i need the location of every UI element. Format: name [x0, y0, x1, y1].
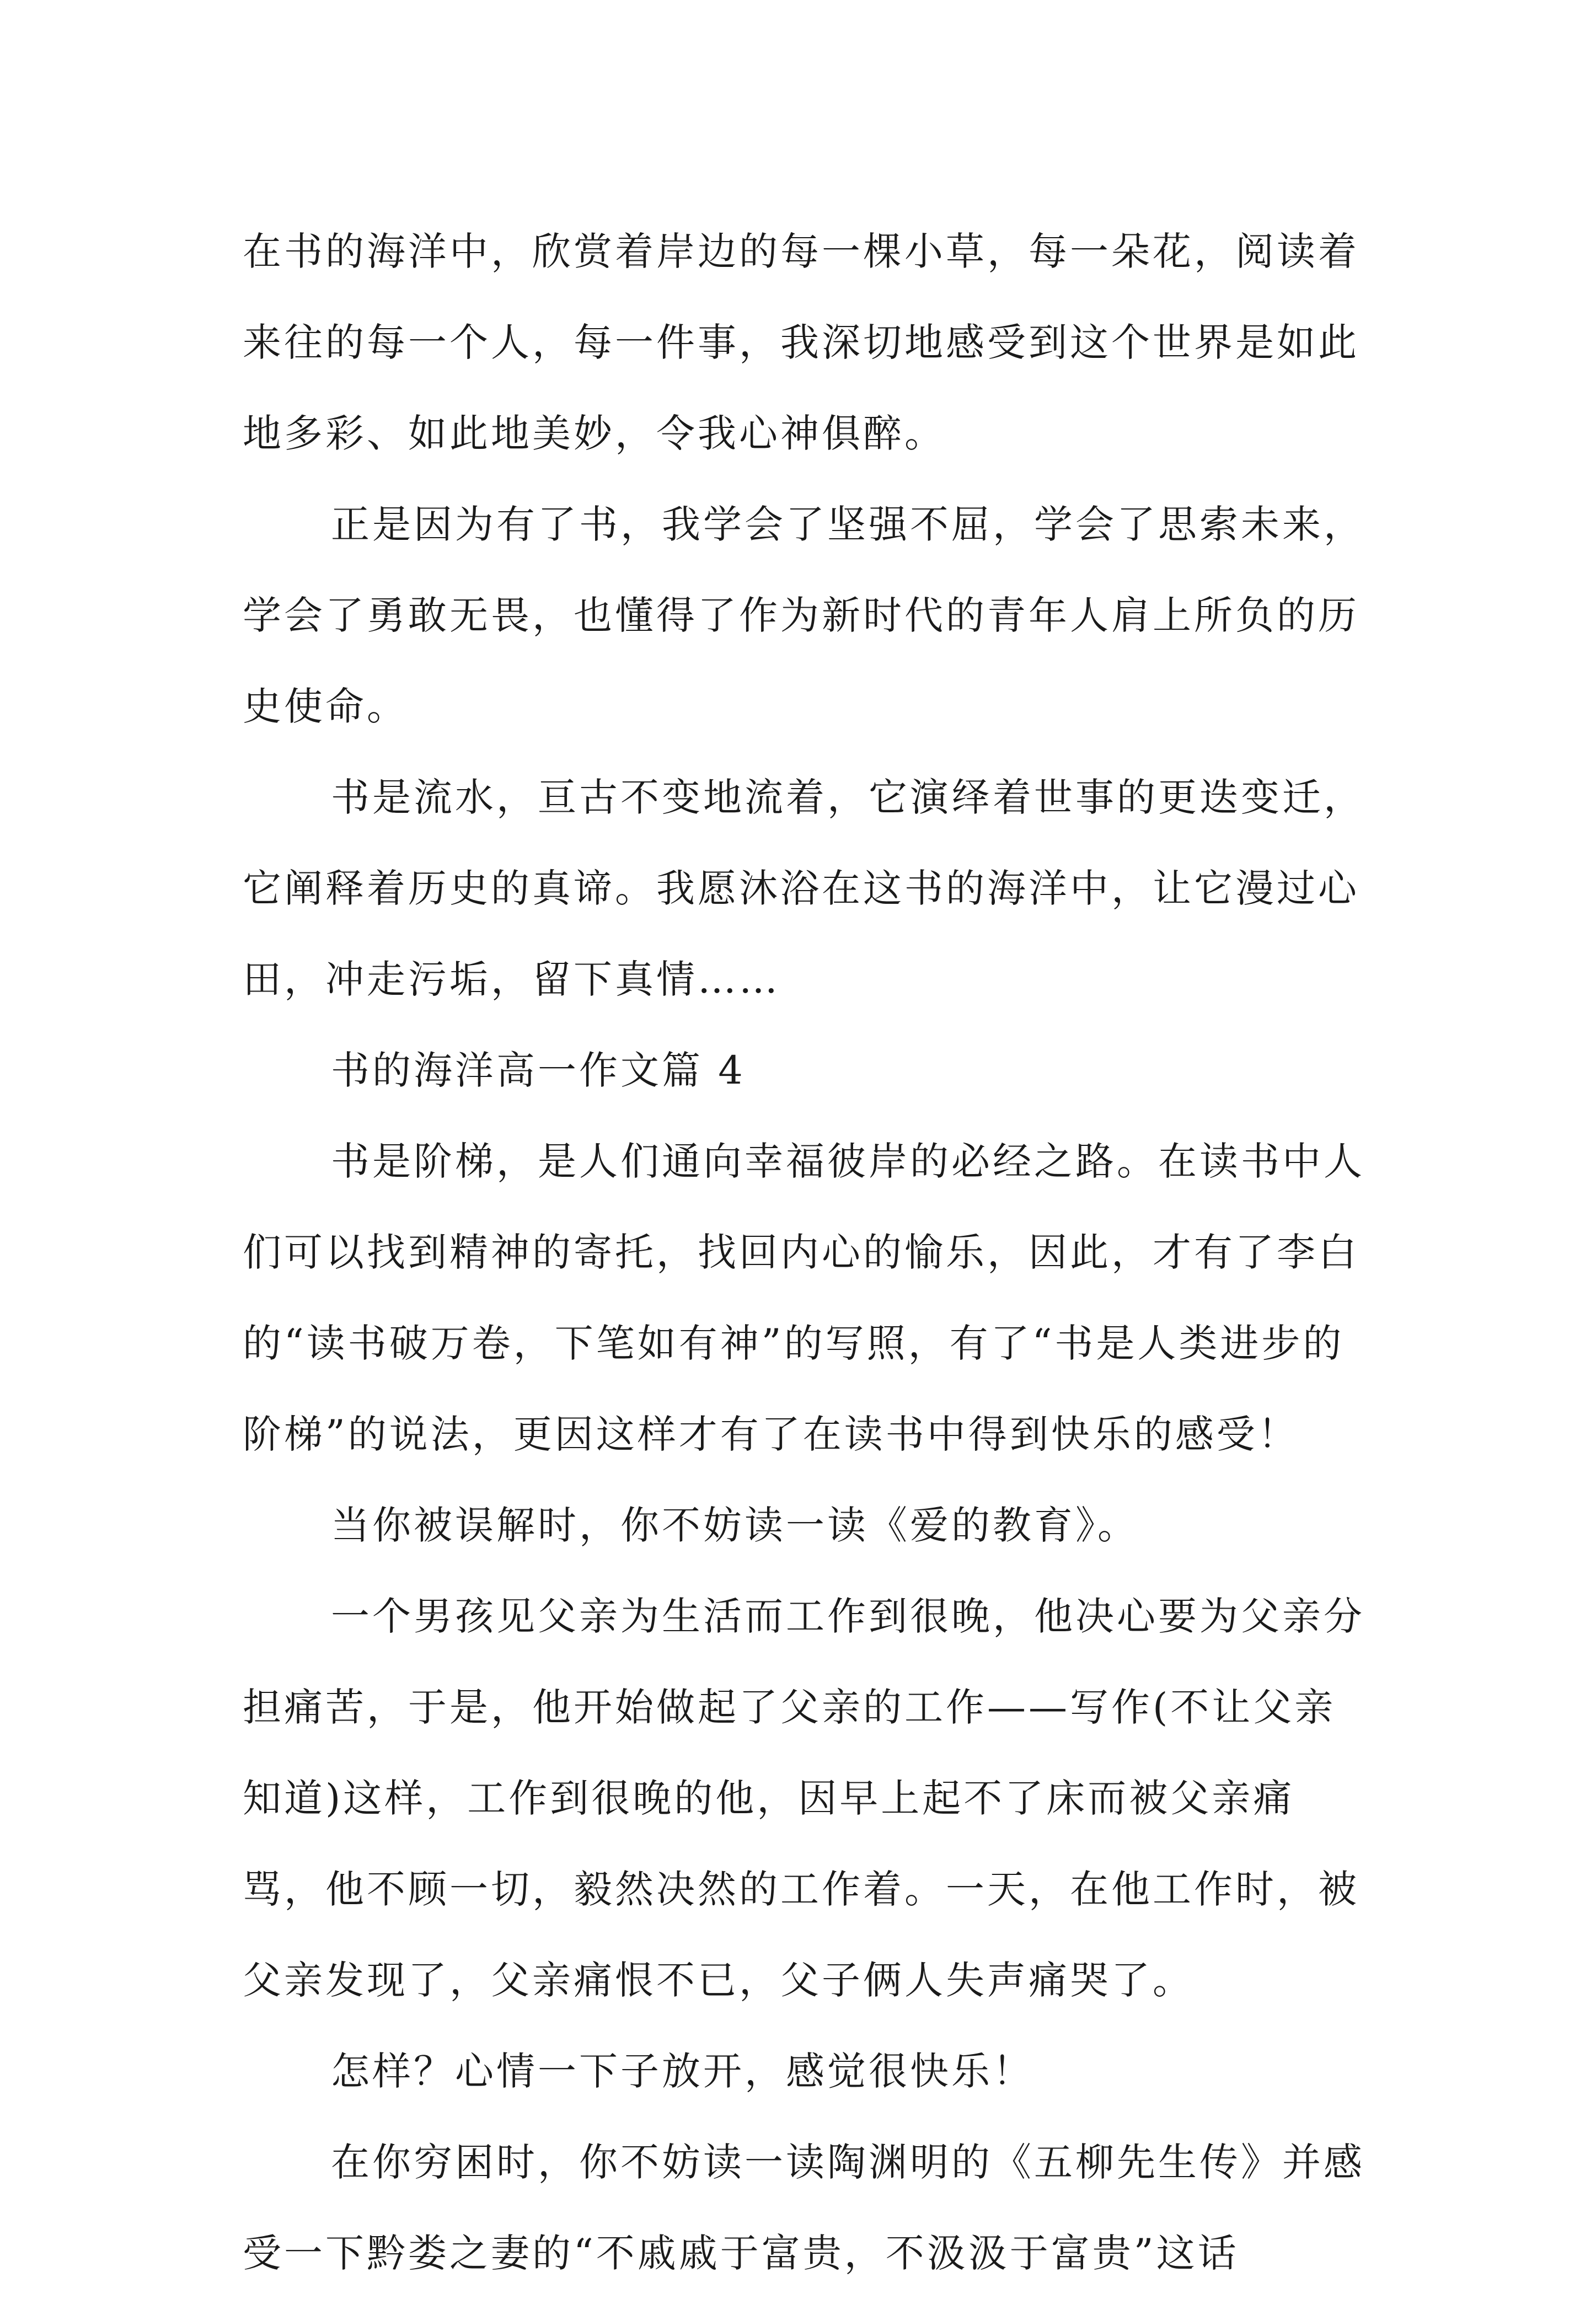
paragraph-2: 正是因为有了书，我学会了坚强不屈，学会了思索未来，学会了勇敢无畏，也懂得了作为新时代的青年人肩上所负的历史使命。 [243, 502, 1365, 729]
paragraph-4: 书是阶梯，是人们通向幸福彼岸的必经之路。在读书中人们可以找到精神的寄托，找回内心的愉乐，因此，才有了李白的“读书破万卷，下笔如有神”的写照，有了“书是人类进步的阶梯”的说法，更因这样才有了在读书中得到快乐的感受！ [243, 1139, 1365, 1457]
body-text [243, 206, 1368, 2299]
section-heading: 书的海洋高一作文篇 4 [331, 1048, 746, 1093]
paragraph-6: 一个男孩见父亲为生活而工作到很晚，他决心要为父亲分担痛苦，于是，他开始做起了父亲的工作——写作(不让父亲知道)这样，工作到很晚的他，因早上起不了床而被父亲痛骂，他不顾一切，毅然决然的工作着。一天，在他工作时，被父亲发现了，父亲痛恨不已，父子俩人失声痛哭了。 [243, 1594, 1365, 2003]
paragraph-7: 怎样？心情一下子放开，感觉很快乐！ [331, 2049, 1034, 2094]
paragraph-5: 当你被误解时，你不妨读一读《爱的教育》。 [331, 1503, 1139, 1548]
paragraph-3: 书是流水，亘古不变地流着，它演绎着世事的更迭变迁，它阐释着历史的真谛。我愿沐浴在这书的海洋中，让它漫过心田，冲走污垢，留下真情…… [243, 775, 1365, 1002]
paragraph-1: 在书的海洋中，欣赏着岸边的每一棵小草，每一朵花，阅读着来往的每一个人，每一件事，我深切地感受到这个世界是如此地多彩、如此地美妙，令我心神俱醉。 [243, 229, 1359, 456]
paragraph-8: 在你穷困时，你不妨读一读陶渊明的《五柳先生传》并感受一下黔娄之妻的“不戚戚于富贵，不汲汲于富贵”这话 [243, 2140, 1365, 2276]
